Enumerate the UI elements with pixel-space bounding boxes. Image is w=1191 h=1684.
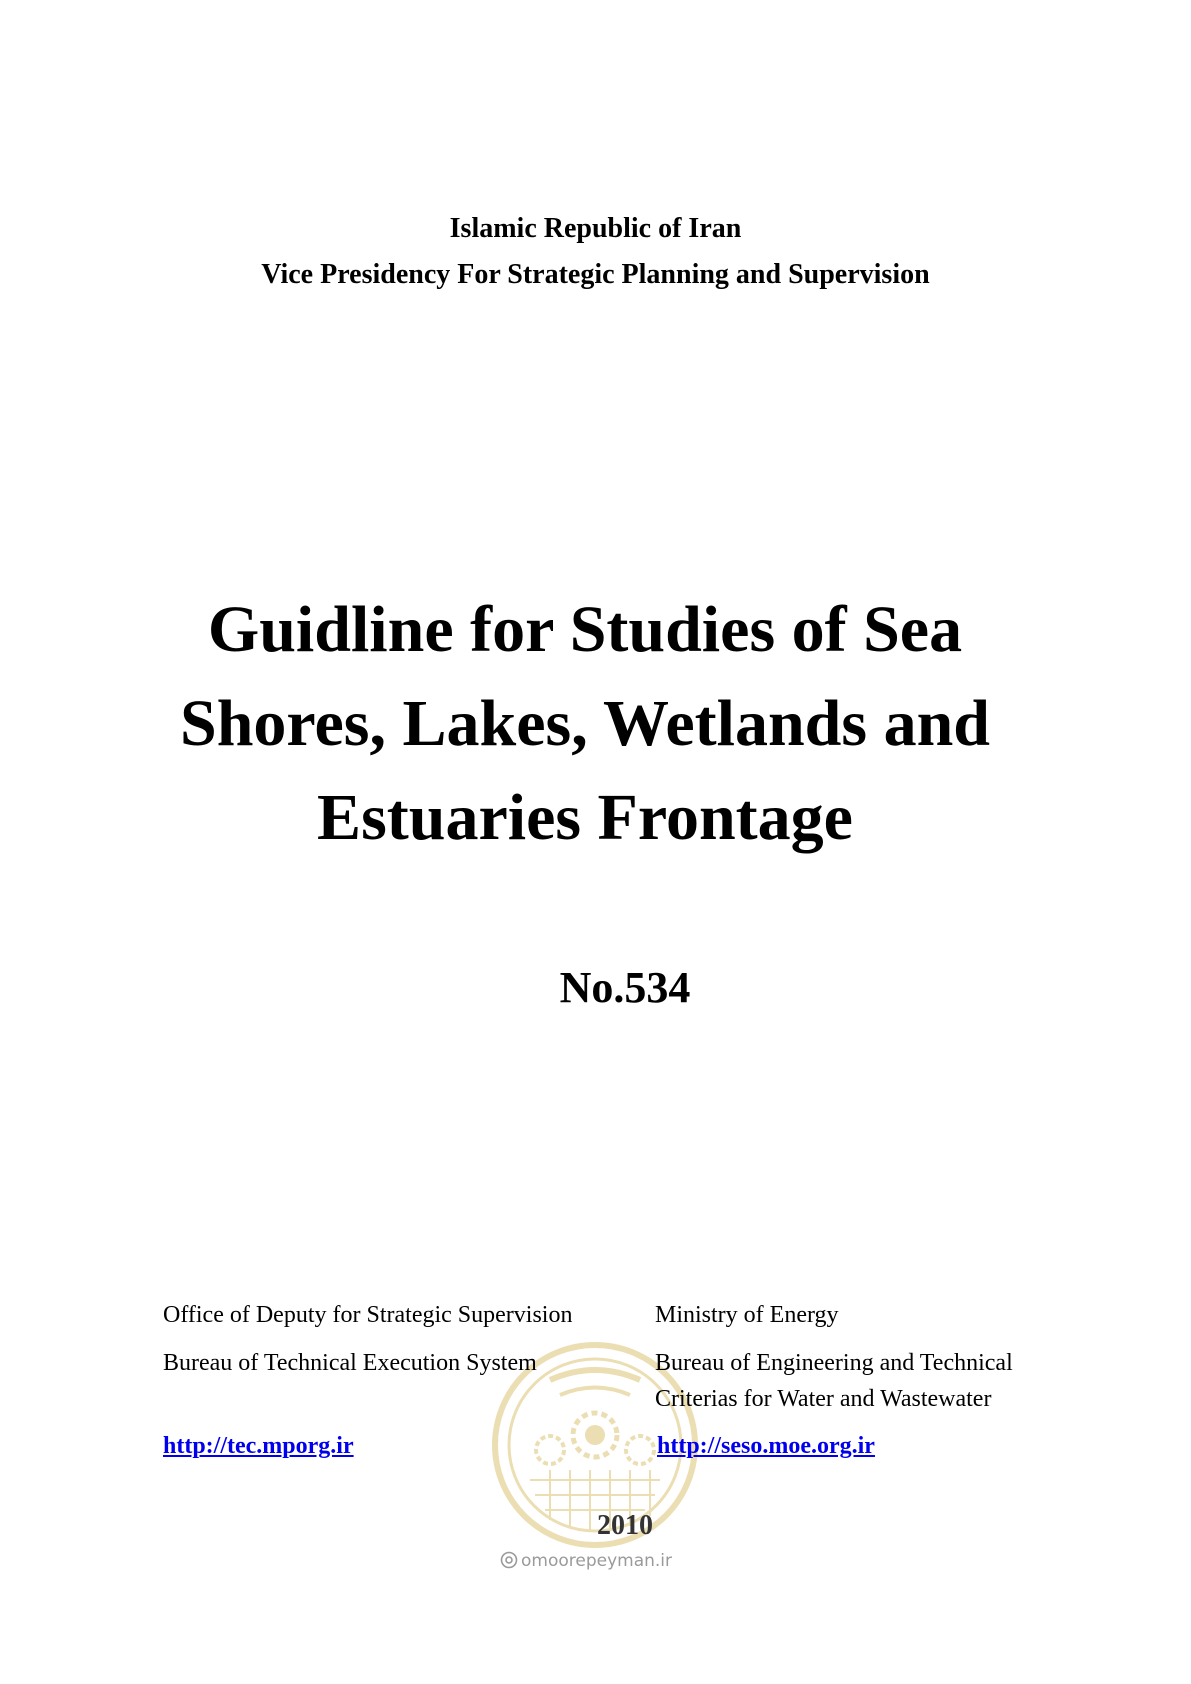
title-line-3: Estuaries Frontage [317,781,853,854]
at-sign-icon [500,1551,518,1569]
title-line-2: Shores, Lakes, Wetlands and [180,687,990,760]
right-ministry-name: Ministry of Energy [655,1302,839,1328]
left-bureau-name: Bureau of Technical Execution System [163,1350,537,1376]
watermark [500,1551,700,1571]
header [0,206,1191,298]
title-line-1: Guidline for Studies of Sea [207,593,963,666]
watermark-text: omoorepeyman.ir [521,1551,673,1571]
publication-year: 2010 [597,1510,653,1541]
right-bureau-name-line-1: Bureau of Engineering and Technical [655,1350,1013,1376]
right-bureau-name-line-2: Criterias for Water and Wastewater [655,1386,992,1412]
header-country: Islamic Republic of Iran [449,213,742,244]
right-website-link[interactable]: http://seso.moe.org.ir [657,1433,875,1459]
document-title [120,583,1050,865]
header-organization: Vice Presidency For Strategic Planning and Supervision [261,259,930,290]
left-office-name: Office of Deputy for Strategic Supervision [163,1302,573,1328]
document-number: No.534 [559,963,691,1012]
left-website-link[interactable]: http://tec.mporg.ir [163,1433,354,1459]
